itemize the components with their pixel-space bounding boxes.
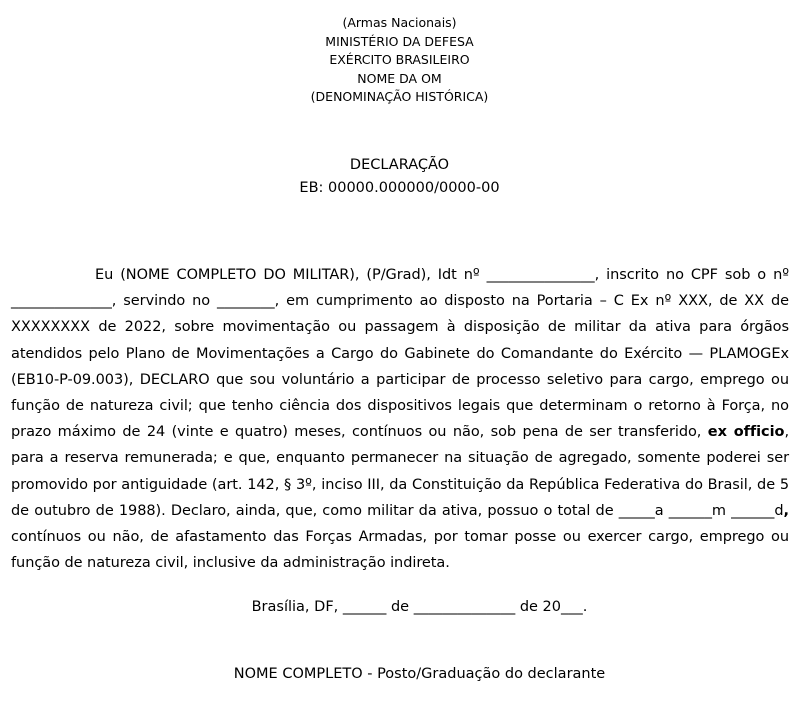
body-part-2: , para a reserva remunerada; e que, enquanto permanecer na situação de agregado, somente poderei ser promovido por antiguidade (art. 142, § 3º, inciso III, da Constituição da República Federativa do Brasil, de 5 de outubro de 1988). Declaro, ainda, que, como militar da ativa, possuo o total de _____a ______m ______d <box>11 424 789 519</box>
unit-name-line: NOME DA OM <box>357 70 442 86</box>
title-block <box>0 154 799 200</box>
arms-line: (Armas Nacionais) <box>342 15 457 30</box>
ministry-line: MINISTÉRIO DA DEFESA <box>325 33 474 49</box>
place-date-line: Brasília, DF, ______ de ______________ de 20___. <box>251 599 588 615</box>
army-line: EXÉRCITO BRASILEIRO <box>329 52 470 67</box>
document-header <box>0 14 799 107</box>
ex-officio-emphasis: ex officio <box>707 424 785 441</box>
body-part-3: contínuos ou não, de afastamento das Forças Armadas, por tomar posse ou exercer cargo, emprego ou função de natureza civil, inclusive da administração indireta. <box>11 529 789 572</box>
eb-number: EB: 00000.000000/0000-00 <box>299 180 500 196</box>
signature-line: NOME COMPLETO - Posto/Graduação do declarante <box>233 666 606 682</box>
body-part-1: Eu (NOME COMPLETO DO MILITAR), (P/Grad), Idt nº _______________, inscrito no CPF sob o nº ______________, servindo no ________, em cumprimento ao disposto na Portaria – C Ex nº XXX, de XX de XXXXXXXX de 2022, sobre movimentação ou passagem à disposição de militar da ativa para órgãos atendidos pelo Plano de Movimentações a Cargo do Gabinete do Comandante do Exército — PLAMOGEx (EB10-P-09.003), DECLARO que sou voluntário a participar de processo seletivo para cargo, emprego ou função de natureza civil; que tenho ciência dos dispositivos legais que determinam o retorno à Força, no prazo máximo de 24 (vinte e quatro) meses, contínuos ou não, sob pena de ser transferido, <box>11 267 789 441</box>
declaration-body <box>11 262 789 576</box>
document-title: DECLARAÇÃO <box>349 157 450 173</box>
body-comma-bold: , <box>783 502 789 519</box>
historical-name-line: (DENOMINAÇÃO HISTÓRICA) <box>310 89 489 104</box>
